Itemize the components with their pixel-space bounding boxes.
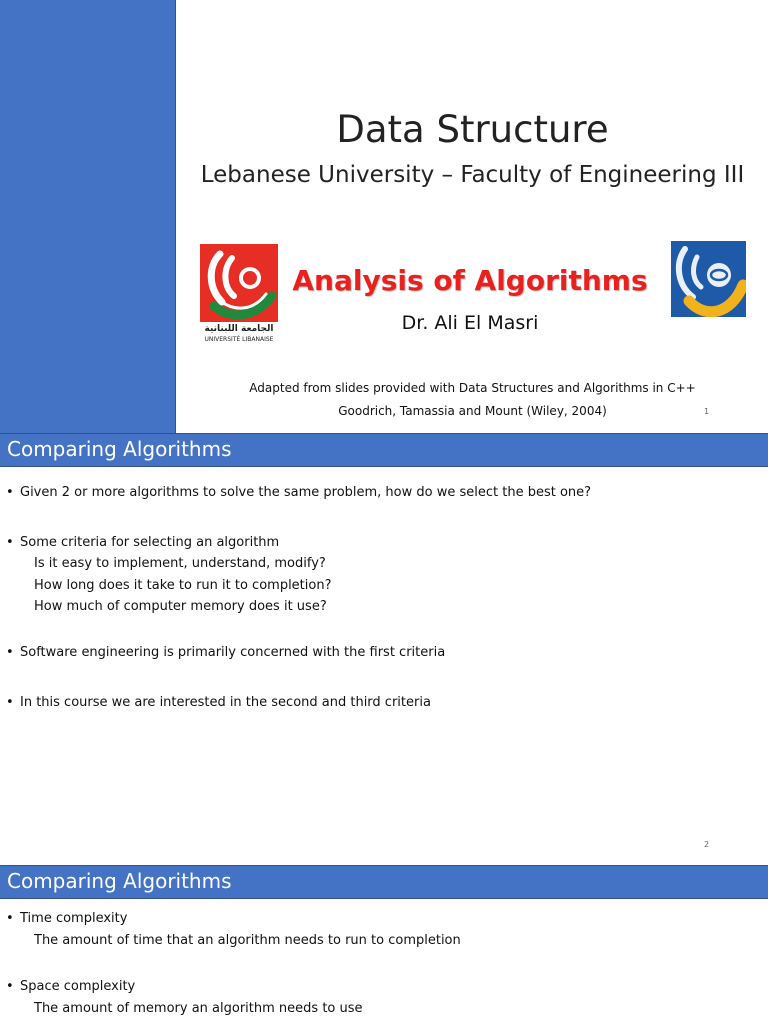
bullet-icon: • <box>6 979 14 994</box>
bullet-item <box>6 911 127 926</box>
slide-1 <box>0 0 768 433</box>
slide-header-title: Comparing Algorithms <box>7 437 232 461</box>
bullet-text: Software engineering is primarily concerned with the first criteria <box>20 645 446 660</box>
sub-item: Is it easy to implement, understand, modify? <box>34 556 326 571</box>
bullet-item <box>6 979 135 994</box>
slide-header-bar <box>0 865 768 899</box>
page-number: 1 <box>704 407 710 416</box>
bullet-icon: • <box>6 645 14 660</box>
page-number: 2 <box>704 840 710 849</box>
bullet-text: In this course we are interested in the second and third criteria <box>20 695 431 710</box>
bullet-text: Space complexity <box>20 979 136 994</box>
bullet-item <box>6 645 445 660</box>
bullet-item <box>6 695 431 710</box>
bullet-icon: • <box>6 485 14 500</box>
slide-header-title: Comparing Algorithms <box>7 869 232 893</box>
credit-line-1: Adapted from slides provided with Data Structures and Algorithms in C++ <box>249 381 696 395</box>
sub-item: The amount of time that an algorithm needs to run to completion <box>34 933 461 948</box>
bullet-icon: • <box>6 911 14 926</box>
bullet-item <box>6 535 279 550</box>
slide-subtitle: Lebanese University – Faculty of Engineering III <box>200 162 745 188</box>
bullet-text: Some criteria for selecting an algorithm <box>20 535 280 550</box>
logo-arabic-text: الجامعة اللبنانية <box>204 324 274 334</box>
faculty-logo <box>671 241 746 317</box>
sub-item: The amount of memory an algorithm needs to use <box>34 1001 363 1016</box>
slide-sidebar <box>0 0 176 433</box>
bullet-item <box>6 485 591 500</box>
bullet-icon: • <box>6 535 14 550</box>
slide-3 <box>0 865 768 1024</box>
bullet-text: Given 2 or more algorithms to solve the same problem, how do we select the best one? <box>20 485 592 500</box>
slide-header-bar <box>0 433 768 467</box>
slide-title: Data Structure <box>336 108 609 151</box>
slide-2 <box>0 433 768 865</box>
lecture-title: Analysis of Algorithms <box>292 264 648 297</box>
sub-item: How much of computer memory does it use? <box>34 599 327 614</box>
bullet-text: Time complexity <box>20 911 128 926</box>
logo-french-text: UNIVERSITÉ LIBANAISE <box>204 336 274 343</box>
credit-line-2: Goodrich, Tamassia and Mount (Wiley, 2004) <box>338 404 607 418</box>
lebanese-university-logo <box>200 244 278 344</box>
author-name: Dr. Ali El Masri <box>401 312 539 334</box>
bullet-icon: • <box>6 695 14 710</box>
sub-item: How long does it take to run it to completion? <box>34 578 332 593</box>
